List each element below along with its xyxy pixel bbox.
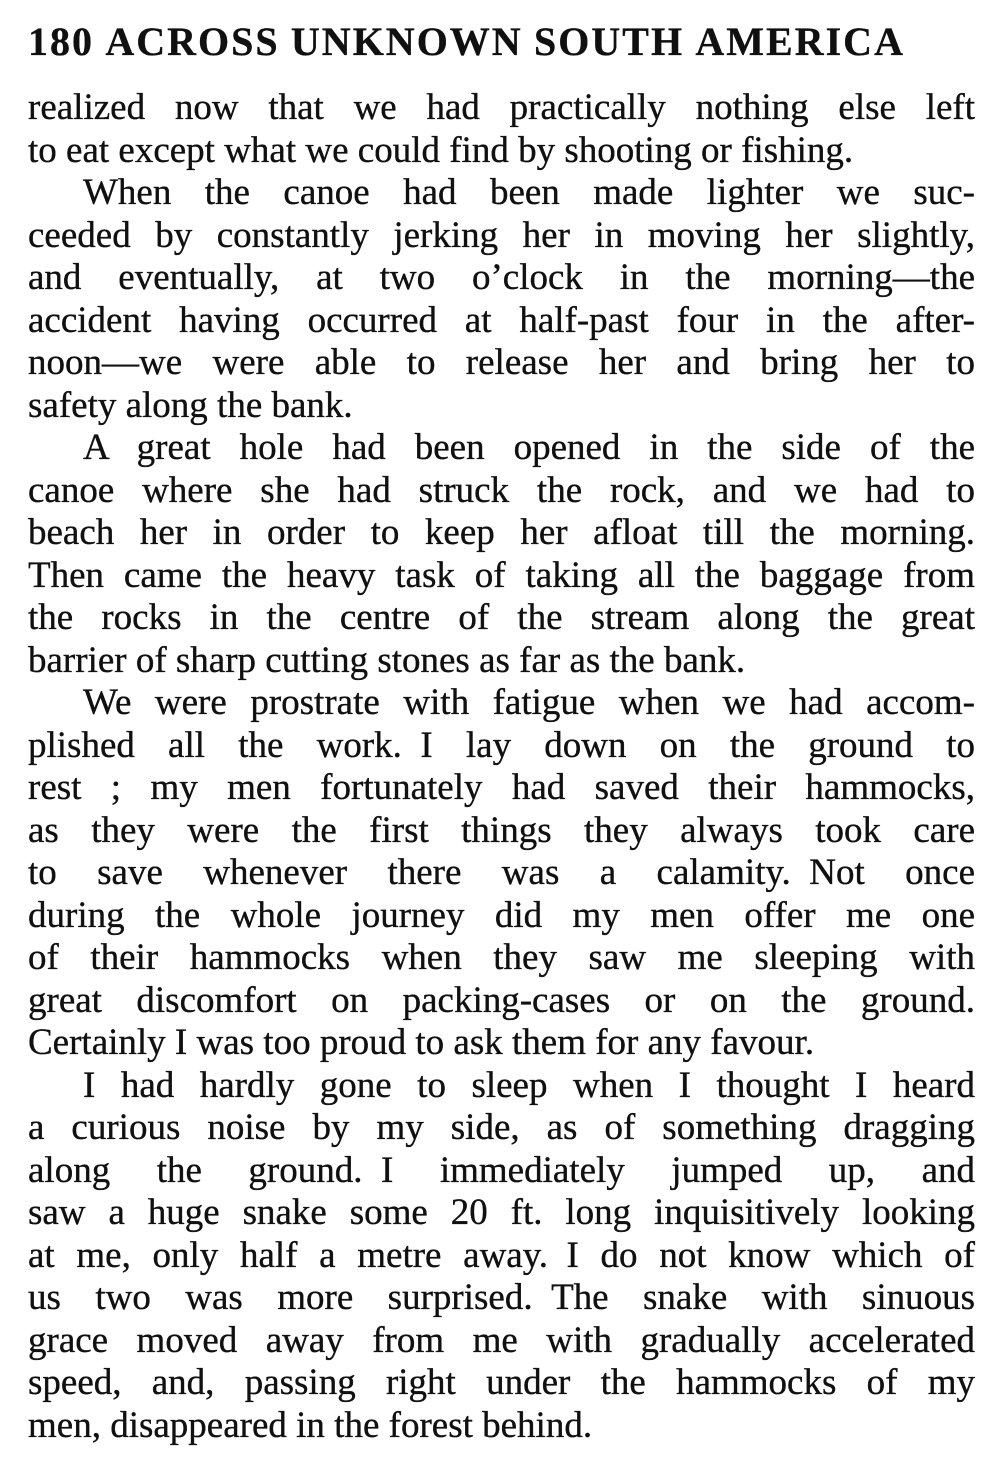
paragraph	[28, 682, 975, 1065]
text-line: canoe where she had struck the rock, and we had to	[28, 469, 975, 511]
text-line: A great hole had been opened in the side of the	[83, 427, 975, 468]
text-line: and eventually, at two o’clock in the morning—the	[28, 257, 975, 298]
paragraph	[28, 427, 975, 682]
text-line: barrier of sharp cutting stones as far as the bank.	[28, 639, 746, 681]
text-line: along the ground. I immediately jumped up, and	[28, 1149, 975, 1191]
text-line: speed, and, passing right under the hammocks of my	[28, 1362, 975, 1403]
text-line: accident having occurred at half-past four in the after-	[28, 299, 975, 341]
chapter-title-word: UNKNOWN	[290, 19, 523, 64]
text-line: grace moved away from me with gradually accelerated	[28, 1319, 975, 1361]
chapter-title-word: SOUTH	[534, 19, 685, 64]
text-line: great discomfort on packing-cases or on the ground.	[28, 979, 975, 1021]
chapter-title-word: AMERICA	[695, 19, 905, 64]
text-line: saw a huge snake some 20 ft. long inquisitively looking	[28, 1192, 975, 1233]
text-line: beach her in order to keep her afloat till the morning.	[28, 512, 975, 553]
text-line: of their hammocks when they saw me sleeping with	[28, 937, 975, 978]
text-line: When the canoe had been made lighter we suc-	[83, 172, 975, 213]
text-line: plished all the work. I lay down on the ground to	[28, 724, 975, 766]
text-line: Certainly I was too proud to ask them for any favour.	[28, 1022, 815, 1063]
text-line: We were prostrate with fatigue when we had accom-	[83, 682, 975, 723]
chapter-title-word: ACROSS	[105, 19, 280, 64]
text-line: a curious noise by my side, as of something dragging	[28, 1107, 975, 1148]
page-number: 180	[28, 19, 94, 64]
text-line: us two was more surprised. The snake with sinuous	[28, 1277, 975, 1318]
text-line: the rocks in the centre of the stream along the great	[28, 597, 975, 638]
paragraph	[28, 1065, 975, 1448]
page-text	[28, 87, 975, 1447]
text-line: realized now that we had practically nothing else left	[28, 87, 975, 128]
paragraph	[28, 172, 975, 427]
text-line: noon—we were able to release her and bring her to	[28, 342, 975, 383]
text-line: to eat except what we could find by shooting or fishing.	[28, 129, 854, 171]
running-header	[28, 19, 905, 64]
text-line: at me, only half a metre away. I do not know which of	[28, 1234, 975, 1276]
text-line: ceeded by constantly jerking her in moving her slightly,	[28, 214, 975, 256]
text-line: I had hardly gone to sleep when I thought I heard	[83, 1064, 975, 1106]
text-line: Then came the heavy task of taking all the baggage from	[28, 554, 975, 596]
text-line: during the whole journey did my men offer me one	[28, 894, 975, 936]
paragraph	[28, 87, 975, 172]
text-line: safety along the bank.	[28, 384, 353, 426]
text-line: men, disappeared in the forest behind.	[28, 1404, 593, 1446]
text-line: to save whenever there was a calamity. Not once	[28, 852, 975, 893]
text-line: rest ; my men fortunately had saved their hammocks,	[28, 767, 975, 808]
text-line: as they were the first things they always took care	[28, 809, 975, 851]
